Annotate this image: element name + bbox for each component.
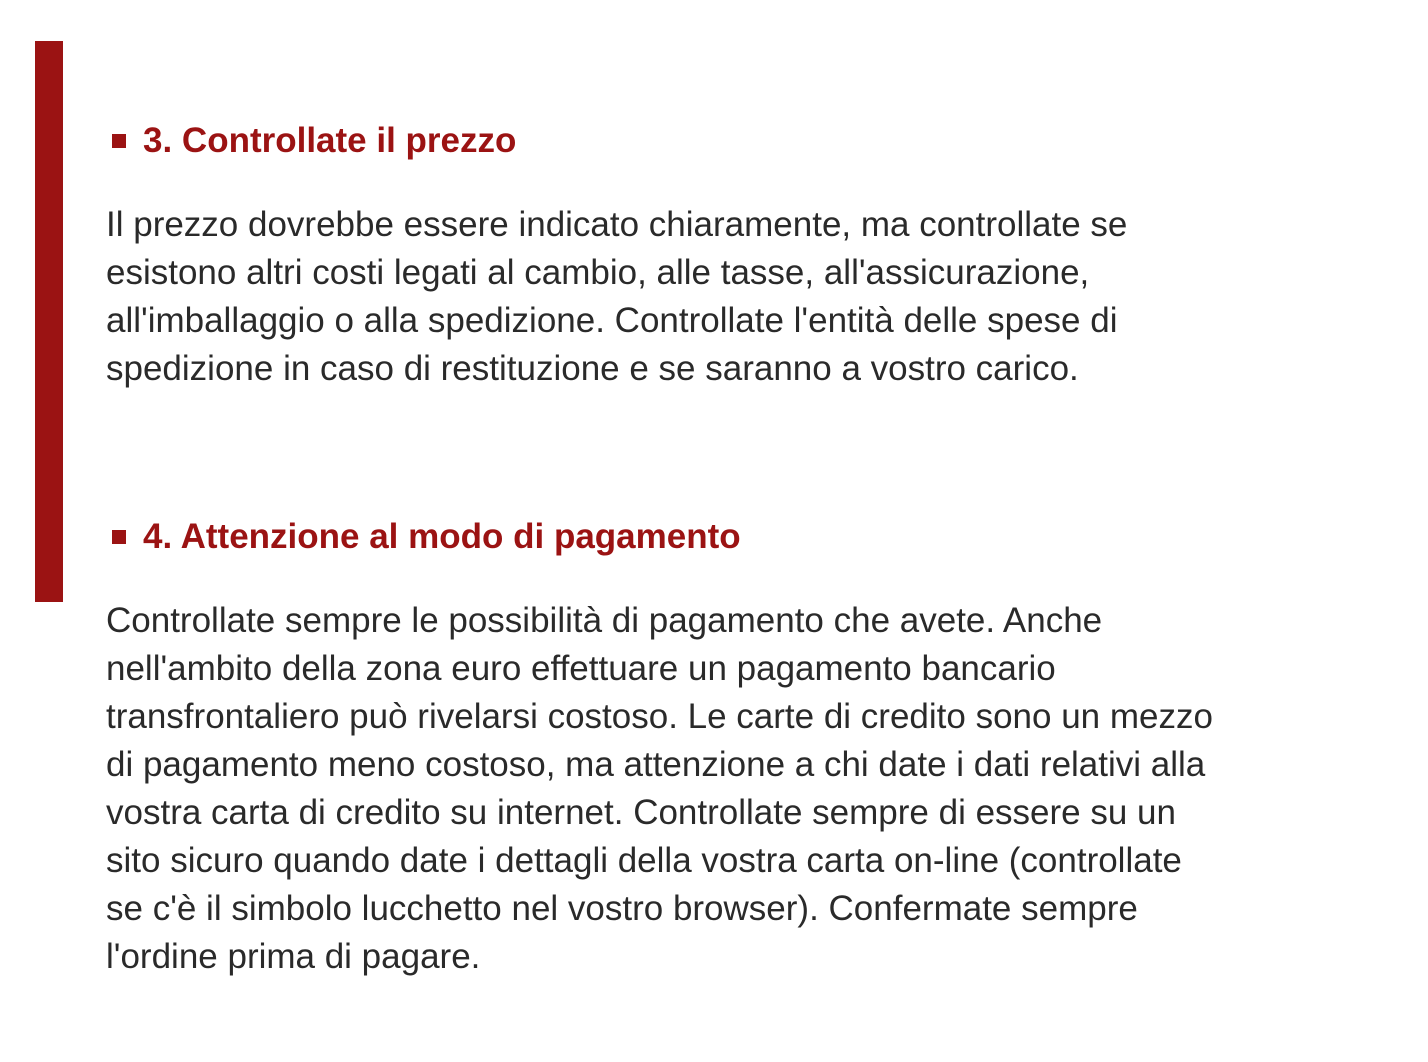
- section-heading-text: 3. Controllate il prezzo: [143, 121, 517, 160]
- section-heading-text: 4. Attenzione al modo di pagamento: [143, 517, 741, 556]
- section-heading: [106, 118, 1396, 164]
- accent-bar: [35, 41, 63, 602]
- section-payment: [106, 514, 1396, 981]
- section-price: [106, 118, 1396, 393]
- section-body: Controllate sempre le possibilità di pagamento che avete. Anche nell'ambito della zona euro effettuare un pagamento bancario transfrontaliero può rivelarsi costoso. Le carte di credito sono un mezzo di pagamento meno costoso, ma attenzione a chi date i dati relativi alla vostra carta di credito su internet. Controllate sempre di essere su un sito sicuro quando date i dettagli della vostra carta on-line (controllate se c'è il simbolo lucchetto nel vostro browser). Confermate sempre l'ordine prima di pagare.: [106, 601, 1213, 976]
- square-bullet-icon: [112, 134, 126, 148]
- square-bullet-icon: [112, 530, 126, 544]
- section-body: Il prezzo dovrebbe essere indicato chiaramente, ma controllate se esistono altri costi legati al cambio, alle tasse, all'assicurazione, all'imballaggio o alla spedizione. Controllate l'entità delle spese di spedizione in caso di restituzione e se saranno a vostro carico.: [106, 205, 1128, 388]
- section-heading: [106, 514, 1396, 560]
